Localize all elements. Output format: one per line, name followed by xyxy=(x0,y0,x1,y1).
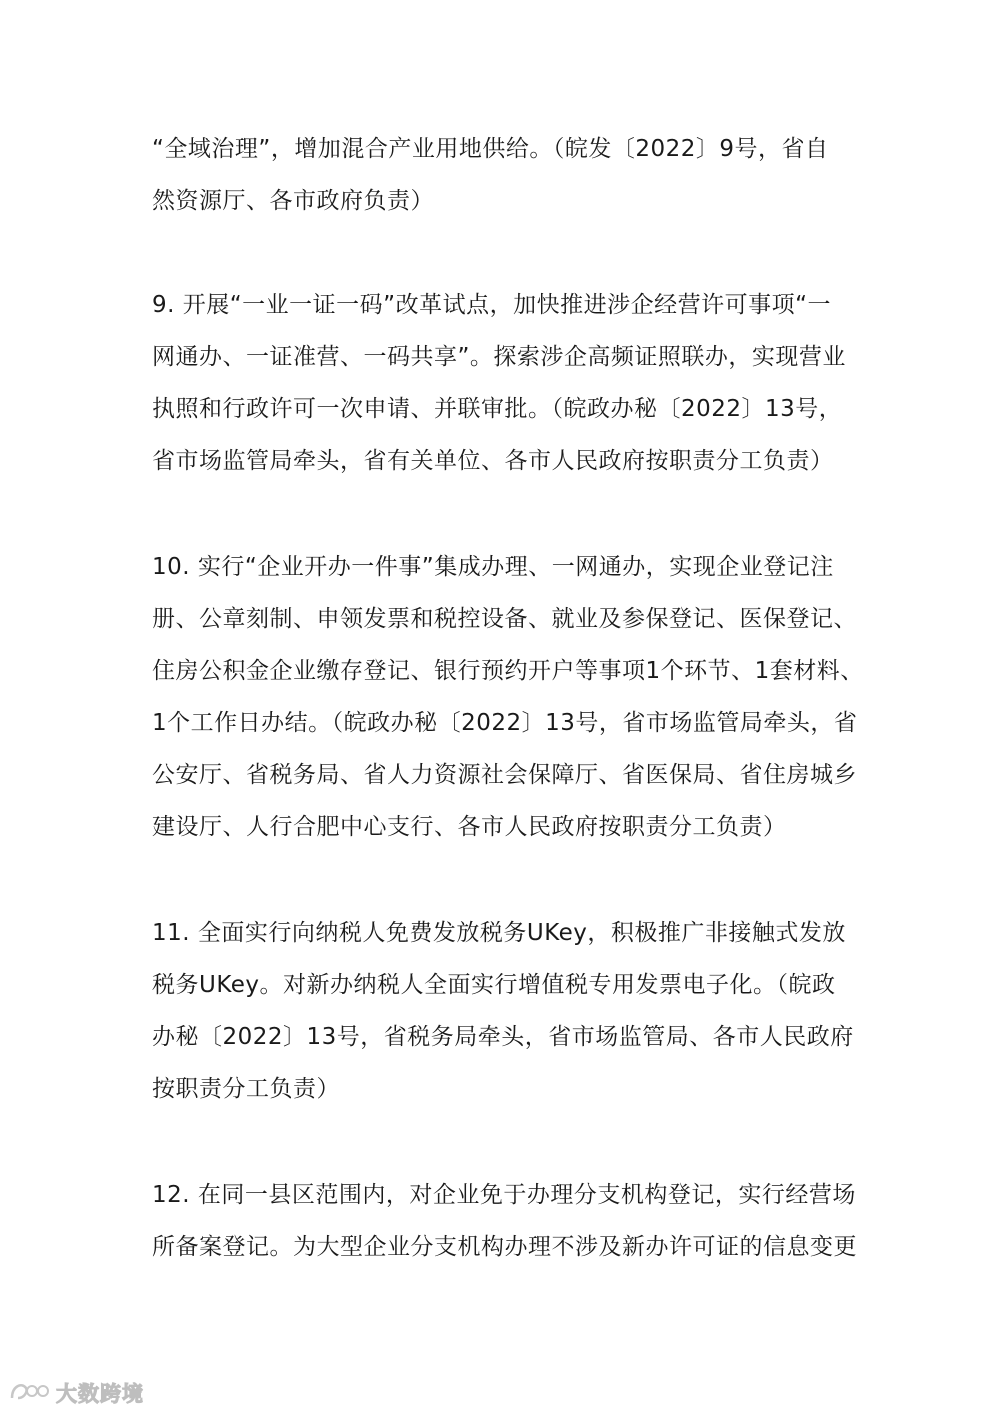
paragraph-4-line-1: 所备案登记。为大型企业分支机构办理不涉及新办许可证的信息变更 xyxy=(152,1234,857,1260)
brand-logo-icon xyxy=(8,1378,52,1408)
paragraph-2-line-4: 公安厅、省税务局、省人力资源社会保障厅、省医保局、省住房城乡 xyxy=(152,762,857,788)
paragraph-2-line-1: 册、公章刻制、申领发票和税控设备、就业及参保登记、医保登记、 xyxy=(152,606,857,632)
paragraph-1-line-1: 网通办、一证准营、一码共享”。探索涉企高频证照联办，实现营业 xyxy=(152,344,846,370)
paragraph-2-line-0: 10. 实行“企业开办一件事”集成办理、一网通办，实现企业登记注 xyxy=(152,554,834,580)
watermark-text: 大数跨境 xyxy=(56,1382,144,1406)
paragraph-2-line-3: 1个工作日办结。（皖政办秘〔2022〕13号，省市场监管局牵头，省 xyxy=(152,710,858,736)
paragraph-1-line-0: 9. 开展“一业一证一码”改革试点，加快推进涉企经营许可事项“一 xyxy=(152,292,832,318)
paragraph-3-line-3: 按职责分工负责） xyxy=(152,1076,340,1102)
paragraph-3-line-2: 办秘〔2022〕13号，省税务局牵头，省市场监管局、各市人民政府 xyxy=(152,1024,854,1050)
watermark xyxy=(8,1378,144,1408)
paragraph-2-line-2: 住房公积金企业缴存登记、银行预约开户等事项1个环节、1套材料、 xyxy=(152,658,864,684)
paragraph-2-line-5: 建设厅、人行合肥中心支行、各市人民政府按职责分工负责） xyxy=(152,814,787,840)
paragraph-0-line-1: 然资源厅、各市政府负责） xyxy=(152,188,434,214)
paragraph-3-line-1: 税务UKey。对新办纳税人全面实行增值税专用发票电子化。（皖政 xyxy=(152,972,836,998)
paragraph-1-line-2: 执照和行政许可一次申请、并联审批。（皖政办秘〔2022〕13号， xyxy=(152,396,843,422)
paragraph-4-line-0: 12. 在同一县区范围内，对企业免于办理分支机构登记，实行经营场 xyxy=(152,1182,856,1208)
paragraph-0-line-0: “全域治理”，增加混合产业用地供给。（皖发〔2022〕9号，省自 xyxy=(152,136,829,162)
paragraph-3-line-0: 11. 全面实行向纳税人免费发放税务UKey，积极推广非接触式发放 xyxy=(152,920,846,946)
paragraph-1-line-3: 省市场监管局牵头，省有关单位、各市人民政府按职责分工负责） xyxy=(152,448,834,474)
